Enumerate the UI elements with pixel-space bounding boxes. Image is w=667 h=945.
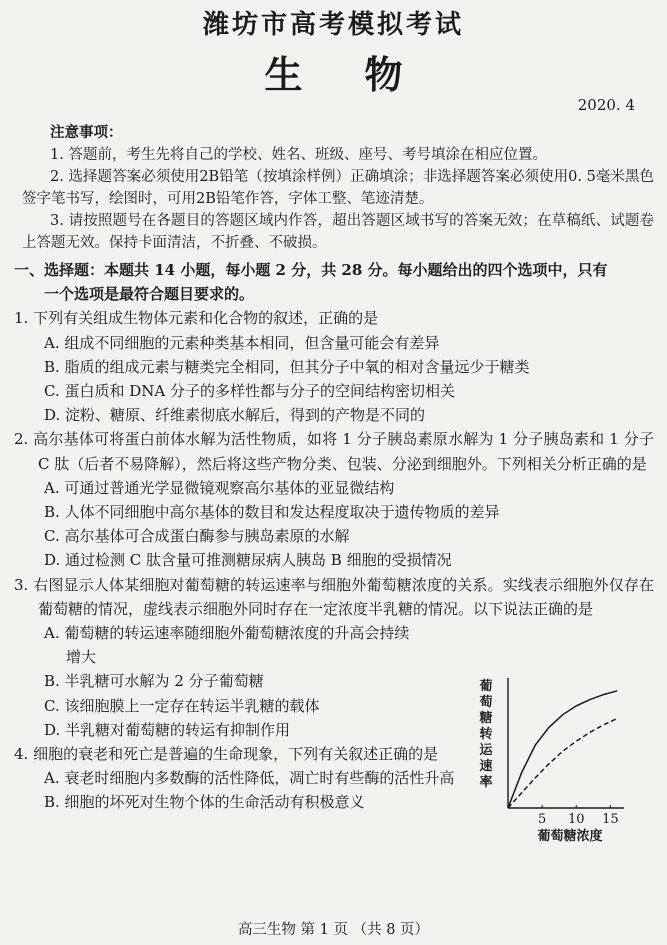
option-a: A. 可通过普通光学显微镜观察高尔基体的亚显微结构 [44, 478, 395, 497]
question-3-options [14, 621, 454, 742]
chart-svg [472, 668, 632, 848]
option-d: D. 淀粉、糖原、纤维素彻底水解后，得到的产物是不同的 [44, 406, 426, 425]
chart-ylabel-char: 运 [479, 743, 493, 758]
notice-item: 3. 请按照题号在各题目的答题区域内作答，超出答题区域书写的答案无效；在草稿纸、试题卷上答题无效。保持卡面清洁，不折叠、不破损。 [22, 213, 654, 251]
x-tick-label: 15 [602, 812, 619, 827]
chart-ylabel-char: 葡 [479, 679, 493, 694]
option-c: C. 该细胞膜上一定存在转运半乳糖的载体 [44, 696, 320, 715]
option-b: B. 人体不同细胞中高尔基体的数目和发达程度取决于遗传物质的差异 [44, 503, 500, 522]
option-a [14, 621, 454, 669]
option-c: C. 高尔基体可合成蛋白酶参与胰岛素原的水解 [44, 527, 350, 546]
option-c: C. 蛋白质和 DNA 分子的多样性都与分子的空间结构密切相关 [44, 382, 456, 401]
subject-title [0, 44, 667, 99]
option-b: B. 细胞的坏死对生物个体的生命活动有积极意义 [44, 793, 365, 812]
section-heading [14, 258, 654, 306]
notice-item: 2. 选择题答案必须使用2B铅笔（按填涂样例）正确填涂；非选择题答案必须使用0. 5毫米黑色签字笔书写，绘图时，可用2B铅笔作答，字体工整、笔迹清楚。 [22, 169, 654, 207]
section-heading-line2: 一个选项是最符合题目要求的。 [44, 285, 255, 304]
option-a-line1: A. 葡萄糖的转运速率随细胞外葡萄糖浓度的升高会持续 [44, 624, 410, 643]
chart-ylabel-char: 萄 [479, 695, 493, 710]
notice-item: 1. 答题前，考生先将自己的学校、姓名、班级、座号、考号填涂在相应位置。 [50, 147, 547, 163]
option-d: D. 通过检测 C 肽含量可推测糖尿病人胰岛 B 细胞的受损情况 [44, 551, 452, 570]
section-heading-line1: 一、选择题：本题共 14 小题，每小题 2 分，共 28 分。每小题给出的四个选项中，只有 [14, 261, 608, 279]
question-stem: 3. 右图显示人体某细胞对葡萄糖的转运速率与细胞外葡萄糖浓度的关系。实线表示细胞外仅存在葡萄糖的情况，虚线表示细胞外同时存在一定浓度半乳糖的情况。以下说法正确的是 [14, 575, 654, 618]
notice-title: 注意事项： [50, 124, 123, 141]
notice-block [22, 122, 654, 254]
exam-date: 2020. 4 [577, 96, 635, 114]
chart-ylabel-char: 率 [479, 775, 493, 790]
question-1 [14, 306, 654, 427]
chart-ylabel-char: 糖 [479, 711, 493, 726]
transport-rate-chart [472, 668, 632, 848]
option-d: D. 半乳糖对葡萄糖的转运有抑制作用 [44, 720, 291, 739]
x-tick-label: 5 [537, 812, 547, 827]
chart-ylabel-char: 速 [479, 759, 493, 774]
series-dashed-line [508, 719, 617, 809]
question-stem: 4. 细胞的衰老和死亡是普遍的生命现象，下列有关叙述正确的是 [14, 745, 439, 764]
exam-title: 潍坊市高考模拟考试 [202, 10, 464, 40]
question-2 [14, 427, 654, 572]
subject-char-2: 物 [364, 52, 403, 97]
option-a-line2: 增大 [66, 648, 97, 667]
chart-xlabel: 葡萄糖浓度 [537, 829, 603, 844]
x-tick-label: 10 [567, 812, 585, 827]
question-stem: 2. 高尔基体可将蛋白前体水解为活性物质，如将 1 分子胰岛素原水解为 1 分子胰岛素和 1 分子 C 肽（后者不易降解），然后将这些产物分类、包装、分泌到细胞外。下列相关分析正确的是 [14, 430, 654, 473]
option-b: B. 脂质的组成元素与糖类完全相同，但其分子中氧的相对含量远少于糖类 [44, 357, 530, 376]
page-footer: 高三生物 第 1 页 （共 8 页） [237, 922, 430, 938]
question-stem: 1. 下列有关组成生物体元素和化合物的叙述，正确的是 [14, 309, 379, 328]
chart-ylabel-char: 转 [479, 727, 493, 742]
subject-char-1: 生 [264, 52, 303, 97]
chart-ylabel [478, 678, 493, 790]
option-a: A. 组成不同细胞的元素种类基本相同，但含量可能会有差异 [44, 333, 440, 352]
option-b: B. 半乳糖可水解为 2 分子葡萄糖 [44, 672, 264, 691]
option-a: A. 衰老时细胞内多数酶的活性降低，凋亡时有些酶的活性升高 [44, 769, 455, 788]
